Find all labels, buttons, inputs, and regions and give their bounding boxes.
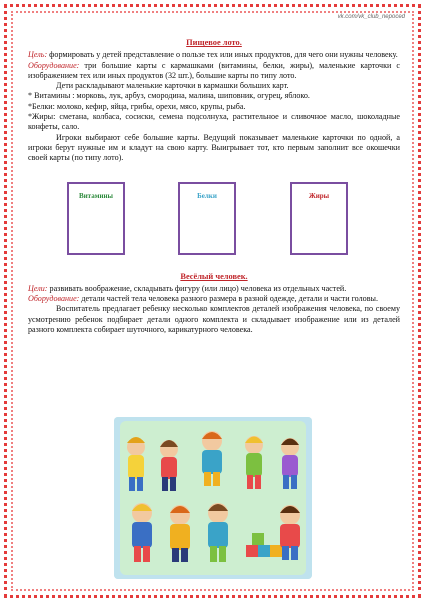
section2-equipment: Оборудование: детали частей тела человека разного размера в разной одежде, детали и части головы. <box>28 294 378 304</box>
lotto-cards <box>28 182 400 262</box>
section1-paragraph-5: Игроки выбирают себе большие карты. Ведущий показывает маленькие карточки по одной, а игроки берут нужные им и кладут на свою карту. Выигрывает тот, кто первым заполнит все окошечки своей карты (по типу лото). <box>28 132 400 163</box>
section2-title: Весёлый человек. <box>180 271 248 281</box>
section1-fats: *Жиры: сметана, колбаса, сосиски, семена подсолнуха, растительное и сливочное масло, шоколадные конфеты, сало. <box>28 112 400 132</box>
content <box>28 38 400 335</box>
card-proteins: Белки <box>178 182 236 255</box>
section1-vitamins: * Витамины : морковь, лук, арбуз, смородина, малина, шиповник, огурец, яблоко. <box>28 91 310 101</box>
equipment-label: Оборудование: <box>28 294 80 304</box>
card-vitamins: Витамины <box>67 182 125 255</box>
section1-title: Пищевое лото. <box>186 38 242 47</box>
puzzle-photo <box>114 417 312 579</box>
section1-proteins: *Белки: молоко, кефир, яйца, грибы, орехи, мясо, крупы, рыба. <box>28 101 246 111</box>
goal-label: Цели: <box>28 283 48 293</box>
section2-goal: Цели: развивать воображение, складывать фигуру (или лицо) человека из отдельных частей. <box>28 283 347 293</box>
section2-paragraph-1: Воспитатель предлагает ребенку несколько комплектов деталей изображения человека, по своему усмотрению ребенок подбирает детали одного комплекта и складывает изображение или из деталей разного комплекта собирает шуточного, карикатурного человека. <box>28 304 400 335</box>
section1-equipment: Оборудование: три большие карты с кармашками (витамины, белки, жиры), маленькие карточки с изображением тех или иных продуктов (32 шт.), большие карты по типу лото. <box>28 60 400 80</box>
goal-label: Цель: <box>28 50 48 60</box>
section1-paragraph-1: Дети раскладывают маленькие карточки в кармашки больших карт. <box>56 81 289 91</box>
puzzle-illustration <box>114 417 312 579</box>
section1-goal: Цель: формировать у детей представление о пользе тех или иных продуктов, для чего они нужны человеку. <box>28 50 398 60</box>
equipment-label: Оборудование: <box>28 60 80 70</box>
card-fats: Жиры <box>290 182 348 255</box>
source-link[interactable]: vk.com/vk_club_nepoced <box>337 14 405 20</box>
